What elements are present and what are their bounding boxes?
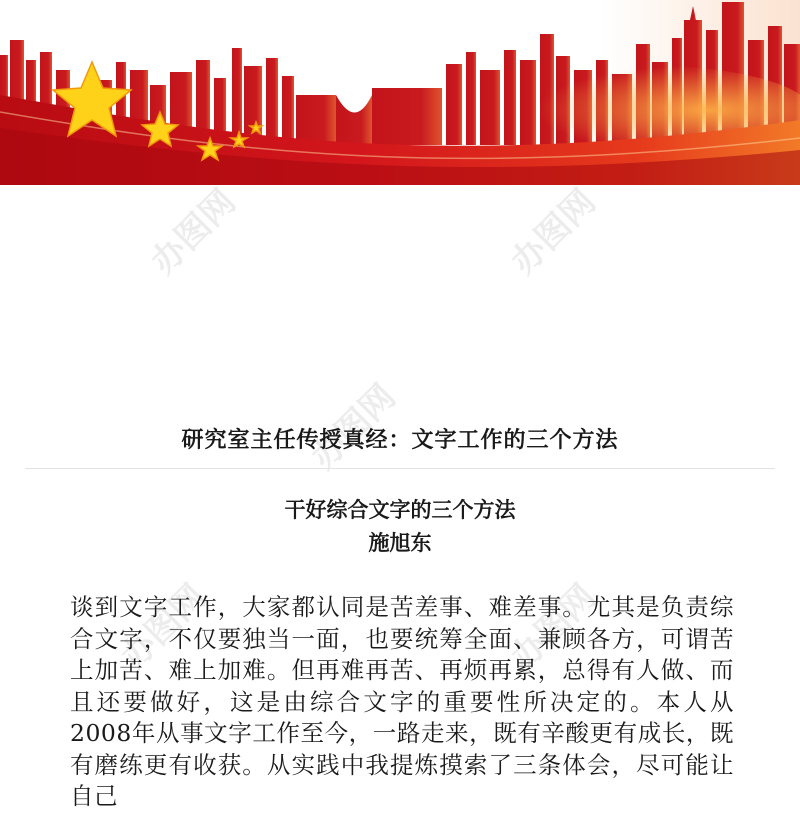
document-title: 研究室主任传授真经：文字工作的三个方法	[181, 427, 619, 453]
watermark-text: 办图网	[143, 181, 244, 283]
header-banner	[0, 0, 800, 185]
watermark-text: 办图网	[303, 376, 404, 478]
article-author: 施旭东	[368, 530, 432, 555]
title-divider	[25, 468, 775, 469]
watermark-text: 办图网	[503, 576, 604, 678]
article-subtitle: 干好综合文字的三个方法	[284, 497, 516, 522]
article-body: 谈到文字工作，大家都认同是苦差事、难差事。尤其是负责综合文字，不仅要独当一面，也要统筹全面、兼顾各方，可谓苦上加苦、难上加难。但再难再苦、再烦再累，总得有人做、而且还要做好，这是由综合文字的重要性所决定的。本人从 2008年从事文字工作至今，一路走来，既有辛酸更有成长，既有磨练更有收获。从实践中我提炼摸索了三条体会，尽可能让自己	[70, 593, 734, 810]
watermark-text: 办图网	[113, 576, 214, 678]
watermark-text: 办图网	[503, 181, 604, 283]
